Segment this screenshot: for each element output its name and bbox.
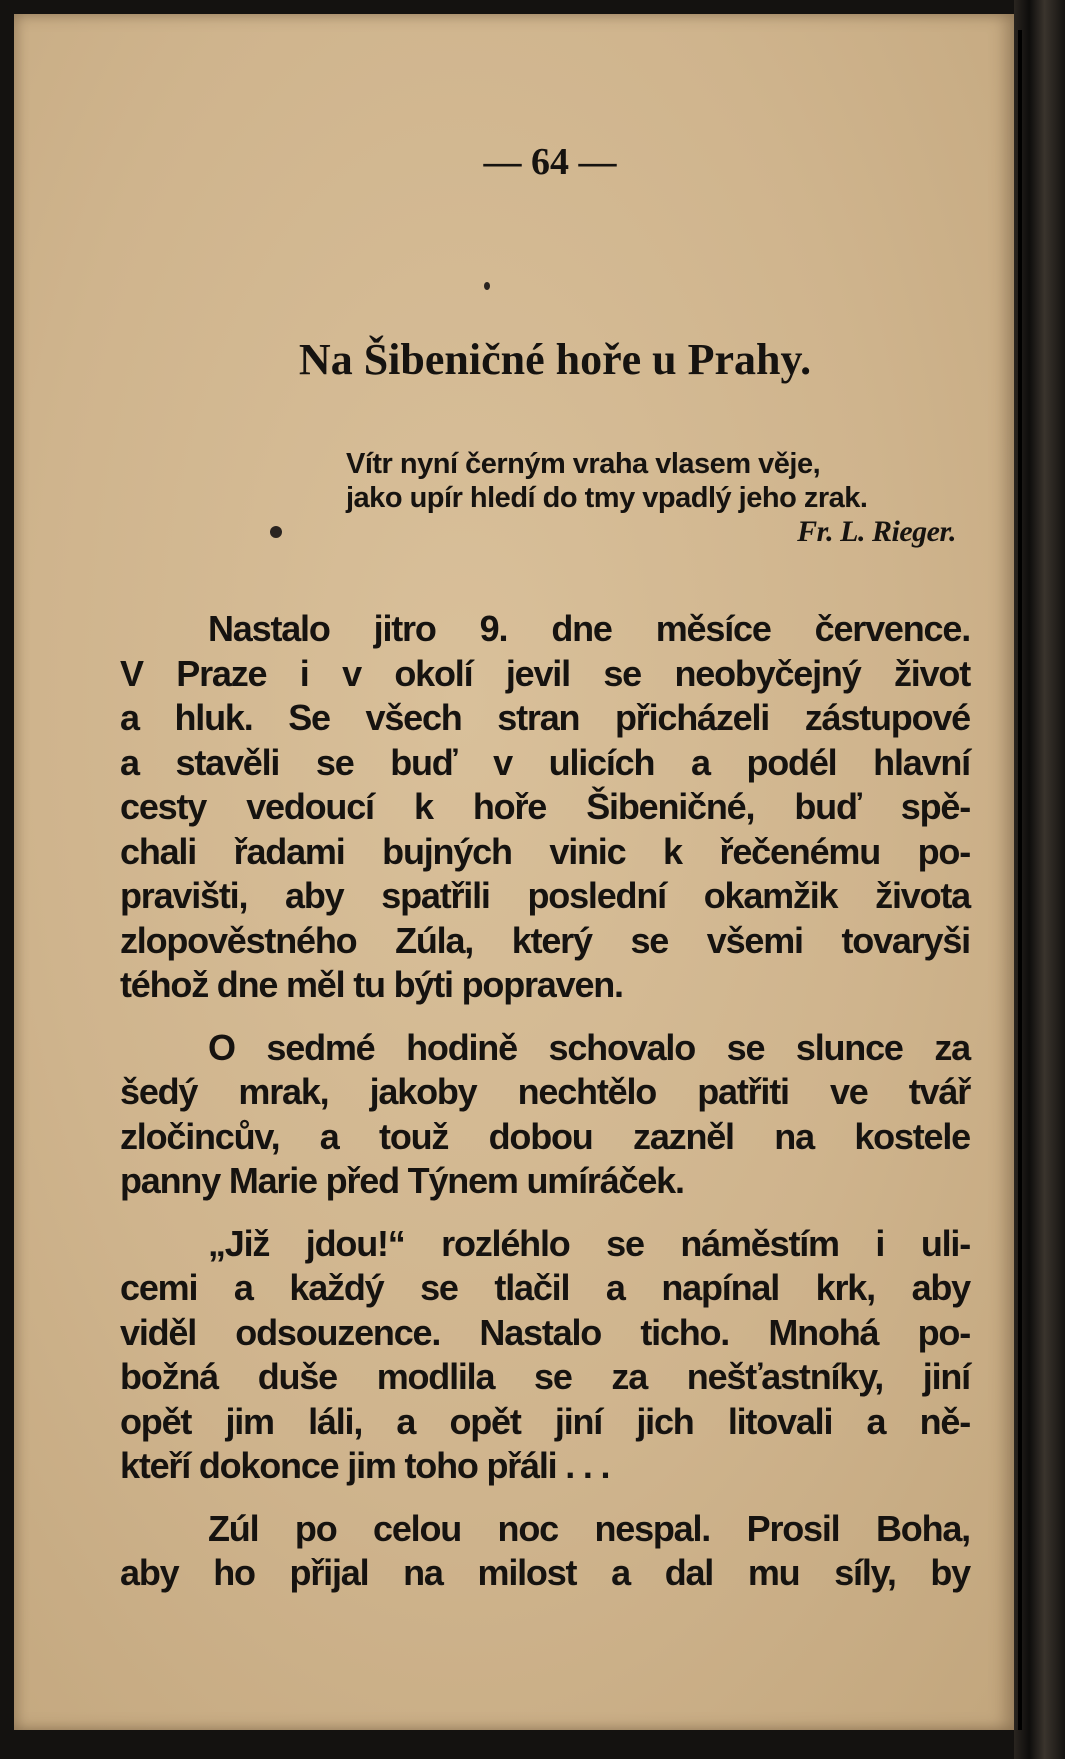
page-text (120, 120, 970, 1614)
text-line: a hluk. Se všech stran přicházeli zástupové (120, 697, 970, 738)
paragraph (120, 1222, 970, 1489)
paragraph (120, 1507, 970, 1596)
text-line: zlopověstného Zúla, který se všemi tovaryši (120, 919, 970, 961)
text-line: pravišti, aby spatřili poslední okamžik života (120, 875, 970, 916)
text-line: kteří dokonce jim toho přáli . . . (120, 1445, 610, 1486)
text-line: šedý mrak, jakoby nechtělo patřiti ve tvář (120, 1071, 970, 1112)
text-line: cesty vedoucí k hoře Šibeničné, buď spě- (120, 786, 970, 827)
page-number: — 64 — (483, 141, 617, 183)
text-line: aby ho přijal na milost a dal mu síly, by (120, 1552, 970, 1593)
text-line: a stavěli se buď v ulicích a podél hlavní (120, 741, 970, 783)
text-line: opět jim láli, a opět jiní jich litovali a ně- (120, 1400, 970, 1442)
paragraph (120, 607, 970, 1008)
gutter-edge (1018, 30, 1022, 1730)
epigraph-author: Fr. L. Rieger. (797, 515, 956, 548)
chapter-title: Na Šibeničné hoře u Prahy. (298, 335, 812, 384)
text-line: panny Marie před Týnem umíráček. (120, 1160, 684, 1201)
text-line: viděl odsouzence. Nastalo ticho. Mnohá po- (120, 1311, 970, 1353)
text-line: božná duše modlila se za nešťastníky, jiní (120, 1356, 970, 1397)
text-line: V Praze i v okolí jevil se neobyčejný život (120, 652, 970, 694)
epigraph-line: jako upír hledí do tmy vpadlý jeho zrak. (346, 482, 868, 514)
text-line: „Již jdou!“ rozléhlo se náměstím i uli- (208, 1222, 970, 1264)
text-line: O sedmé hodině schovalo se slunce za (208, 1026, 970, 1068)
paragraph (120, 1026, 970, 1204)
body-text (120, 607, 970, 1596)
epigraph (346, 447, 962, 549)
text-line: zločincův, a touž dobou zazněl na kostele (120, 1115, 970, 1157)
epigraph-line: Vítr nyní černým vraha vlasem věje, (346, 448, 821, 480)
text-line: Zúl po celou noc nespal. Prosil Boha, (208, 1507, 970, 1549)
text-line: chali řadami bujných vinic k řečenému po- (120, 830, 970, 872)
text-line: cemi a každý se tlačil a napínal krk, aby (120, 1267, 970, 1308)
text-line: téhož dne měl tu býti popraven. (120, 964, 623, 1005)
text-line: Nastalo jitro 9. dne měsíce července. (208, 608, 970, 649)
